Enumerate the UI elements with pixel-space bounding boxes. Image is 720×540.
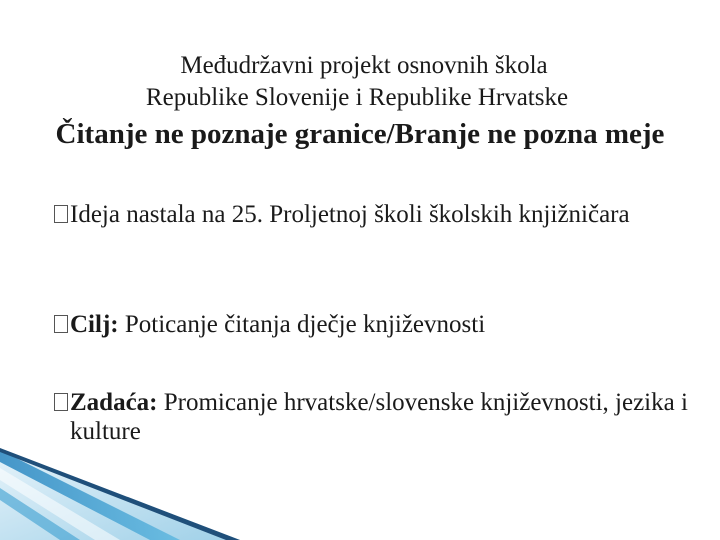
bullet-item-goal — [54, 310, 710, 339]
bullet-label: Zadaća: — [70, 389, 158, 416]
bullet-item-idea — [54, 200, 710, 229]
bullet-text: Promicanje hrvatske/slovenske književnosti, jezika i kulture — [70, 389, 688, 445]
bullet-marker-icon — [54, 393, 68, 411]
bullet-text: Poticanje čitanja dječje književnosti — [118, 311, 486, 338]
bullet-marker-icon — [54, 315, 68, 333]
subtitle-line-2: Republike Slovenije i Republike Hrvatske — [145, 84, 569, 111]
bullet-label: Cilj: — [70, 311, 119, 338]
bullet-item-task — [54, 388, 710, 446]
bullet-marker-icon — [54, 205, 68, 223]
bullet-text: Ideja nastala na 25. Proljetnoj školi školskih knjižničara — [70, 201, 630, 228]
subtitle-line-1: Međudržavni projekt osnovnih škola — [180, 52, 548, 79]
decorative-wave-graphic — [0, 448, 240, 540]
slide-title: Čitanje ne poznaje granice/Branje ne pozna meje — [55, 118, 665, 150]
